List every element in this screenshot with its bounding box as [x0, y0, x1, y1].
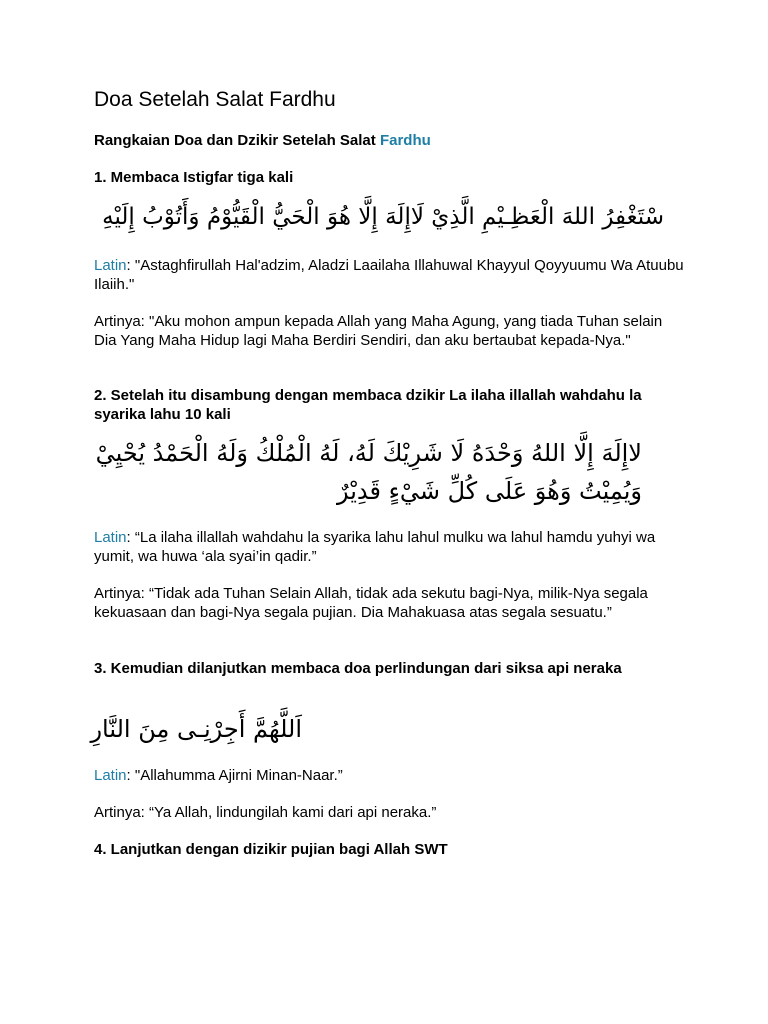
section-4-heading: 4. Lanjutkan dengan dizikir pujian bagi Allah SWT [94, 841, 448, 858]
latin-label: Latin [94, 529, 127, 546]
section-1-heading: 1. Membaca Istigfar tiga kali [94, 169, 294, 186]
latin-text: : "Astaghfirullah Hal'adzim, Aladzi Laailaha Illahuwal Khayyul Qoyyuumu Wa Atuubu Ilaiih." [94, 257, 684, 293]
subtitle [94, 131, 431, 150]
section-3-artinya: Artinya: “Ya Allah, lindungilah kami dari api neraka.” [94, 804, 437, 821]
subtitle-text: Rangkaian Doa dan Dzikir Setelah Salat [94, 132, 380, 149]
section-1-artinya: Artinya: "Aku mohon ampun kepada Allah yang Maha Agung, yang tiada Tuhan selain Dia Yang Maha Hidup lagi Maha Berdiri Sendiri, dan aku bertaubat kepada-Nya." [94, 313, 663, 349]
latin-text: : “La ilaha illallah wahdahu la syarika lahu lahul mulku wa lahul hamdu yuhyi wa yumit, wa huwa ‘ala syai’in qadir.” [94, 529, 656, 565]
section-2-arabic: لاإِلَهَ إِلَّا اللهُ وَحْدَهُ لَا شَرِيْكَ لَهُ، لَهُ الْمُلْكُ وَلَهُ الْحَمْدُ يُحْيِيْ وَيُمِيْتُ وَهُوَ عَلَى كُلِّ شَيْءٍ قَدِيْرٌ [95, 439, 642, 505]
latin-label: Latin [94, 257, 127, 274]
section-1-latin [94, 256, 684, 294]
section-3-latin [94, 766, 684, 785]
section-2-heading: 2. Setelah itu disambung dengan membaca dzikir La ilaha illallah wahdahu la syarika lahu 10 kali [94, 387, 642, 423]
section-1-arabic: سْتَغْفِرُ اللهَ الْعَظِـيْمِ الَّذِيْ لَاإِلَهَ إِلَّا هُوَ الْحَيُّ الْقَيُّوْمُ وَأَتُوْبُ إِلَيْهِ [102, 204, 664, 230]
latin-label: Latin [94, 767, 127, 784]
section-3-arabic: اَللَّهُمَّ أَجِرْنِـى مِنَ النَّارِ [90, 715, 302, 743]
latin-text: : "Allahumma Ajirni Minan-Naar.” [126, 767, 343, 784]
page-title: Doa Setelah Salat Fardhu [94, 88, 336, 111]
section-2-artinya: Artinya: “Tidak ada Tuhan Selain Allah, tidak ada sekutu bagi-Nya, milik-Nya segala kekuasaan dan bagi-Nya segala pujian. Dia Mahakuasa atas segala sesuatu.” [94, 585, 648, 621]
section-2-latin [94, 528, 684, 566]
subtitle-accent: Fardhu [379, 132, 431, 149]
section-3-heading: 3. Kemudian dilanjutkan membaca doa perlindungan dari siksa api neraka [94, 660, 622, 677]
